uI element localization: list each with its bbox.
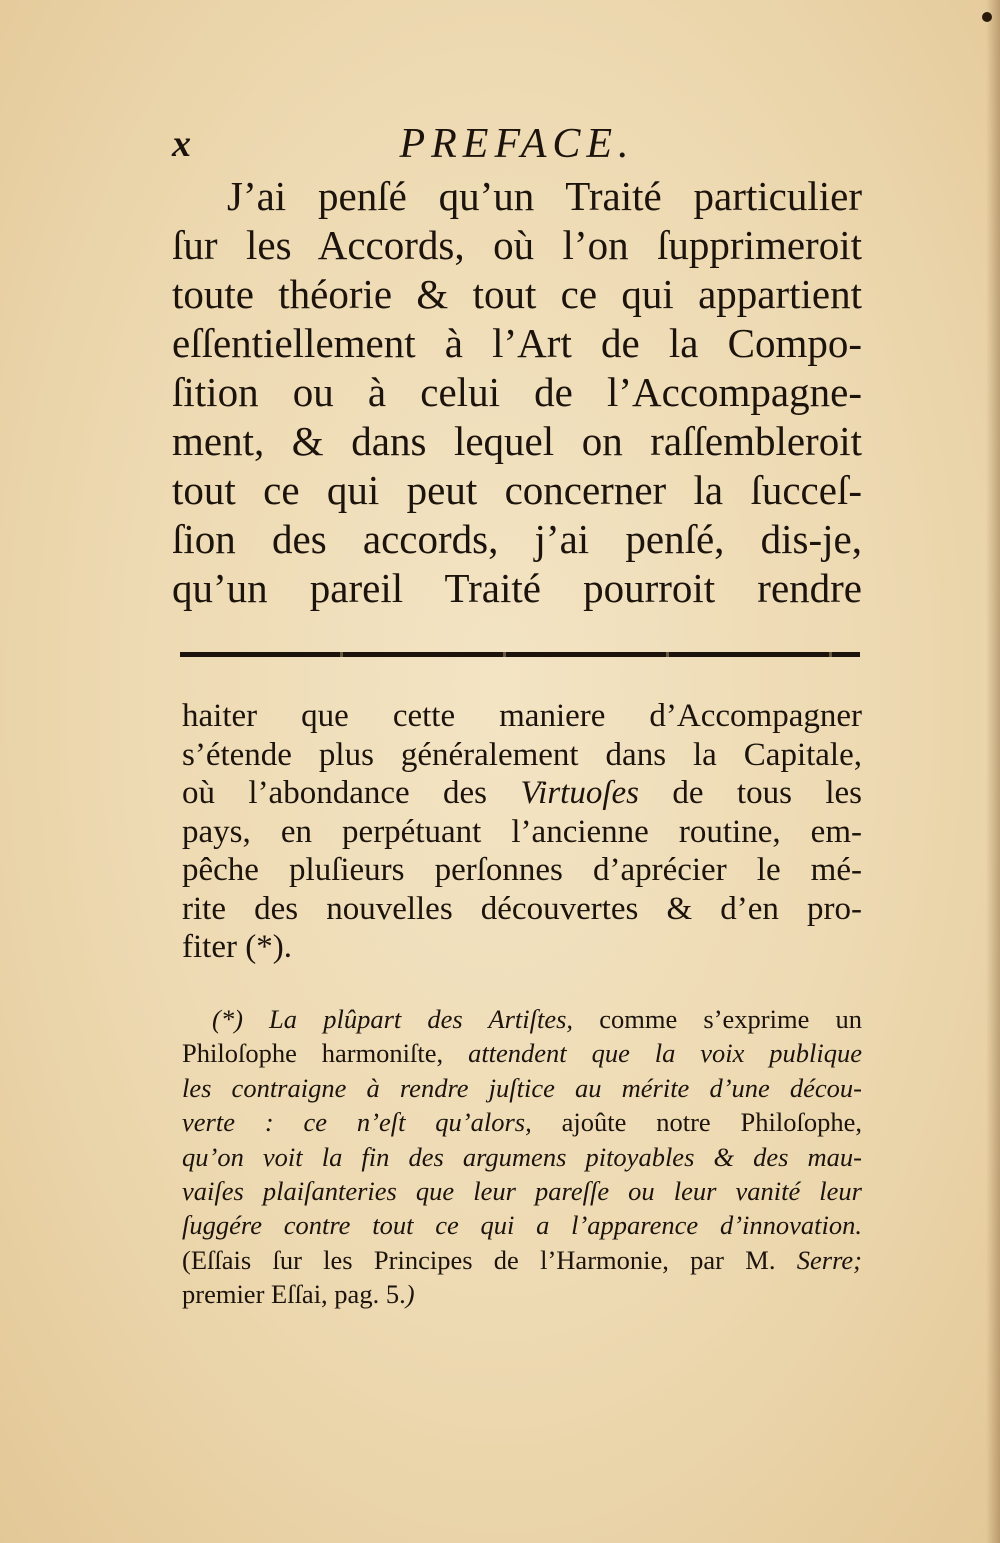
page-edge-shadow: [986, 0, 1000, 1543]
footnote-line: [182, 1105, 862, 1139]
note-line-part: où l’abondance des: [182, 775, 521, 811]
footnote-part: verte : ce n’eſt qu’alors,: [182, 1107, 532, 1138]
footnote-part: attendent que la voix publique: [468, 1038, 862, 1069]
footnote-line: ſuggére contre tout ce qui a l’apparence d’innovation.: [182, 1210, 862, 1241]
footnote-part: ajoûte notre Philoſophe,: [531, 1107, 862, 1138]
footnote: [182, 1002, 862, 1312]
footnote-part: ): [405, 1279, 415, 1310]
text-line: tout ce qui peut concerner la ſucceſ-: [172, 467, 862, 513]
note-line: [182, 774, 862, 813]
footnote-line: [182, 1002, 862, 1036]
footnote-part: (*) La plûpart des Artiſtes,: [212, 1004, 574, 1034]
footnote-line: [182, 1243, 862, 1277]
section-rule: [180, 652, 860, 657]
running-head: PREFACE.: [399, 121, 635, 167]
text-line: J’ai penſé qu’un Traité particulier: [227, 173, 862, 219]
footnote-line: qu’on voit la fin des argumens pitoyables & des mau-: [182, 1141, 862, 1172]
page-number: x: [172, 123, 191, 165]
text-line: ſur les Accords, où l’on ſupprimeroit: [172, 222, 862, 268]
note-line: fiter (*).: [182, 929, 292, 965]
footnote-line: [182, 1277, 862, 1311]
text-line: ſion des accords, j’ai penſé, dis-je,: [172, 516, 862, 562]
note-line-italic: Virtuoſes: [520, 775, 639, 811]
main-paragraph: [172, 172, 862, 613]
text-line: eſſentiellement à l’Art de la Compo-: [172, 320, 862, 366]
note-line-part: de tous les: [638, 775, 862, 811]
text-line: qu’un pareil Traité pourroit rendre: [172, 565, 862, 611]
note-paragraph: [182, 697, 862, 967]
text-line: ment, & dans lequel on raſſembleroit: [172, 418, 862, 464]
footnote-part: (Eſſais ſur les Principes de l’Harmonie, par M.: [182, 1244, 797, 1275]
footnote-line: vaiſes plaiſanteries que leur pareſſe ou leur vanité leur: [182, 1176, 862, 1207]
page-header: [172, 120, 862, 172]
note-line: s’étende plus généralement dans la Capitale,: [182, 736, 862, 773]
footnote-line: les contraigne à rendre juſtice au mérite d’une décou-: [182, 1072, 862, 1103]
footnote-part: Serre;: [796, 1244, 862, 1275]
note-line: rite des nouvelles découvertes & d’en pro-: [182, 890, 862, 927]
footnote-part: Philoſophe harmoniſte,: [182, 1038, 469, 1069]
text-line: toute théorie & tout ce qui appartient: [172, 271, 862, 317]
ink-spot: [982, 12, 992, 22]
note-line: pêche pluſieurs perſonnes d’aprécier le mé-: [182, 852, 862, 888]
footnote-part: comme s’exprime un: [573, 1004, 862, 1034]
footnote-part: premier Eſſai, pag. 5.: [182, 1279, 406, 1310]
note-line: pays, en perpétuant l’ancienne routine, em-: [182, 813, 862, 850]
text-line: ſition ou à celui de l’Accompagne-: [172, 369, 862, 415]
footnote-line: [182, 1036, 862, 1070]
note-line: haiter que cette maniere d’Accompagner: [182, 698, 862, 734]
